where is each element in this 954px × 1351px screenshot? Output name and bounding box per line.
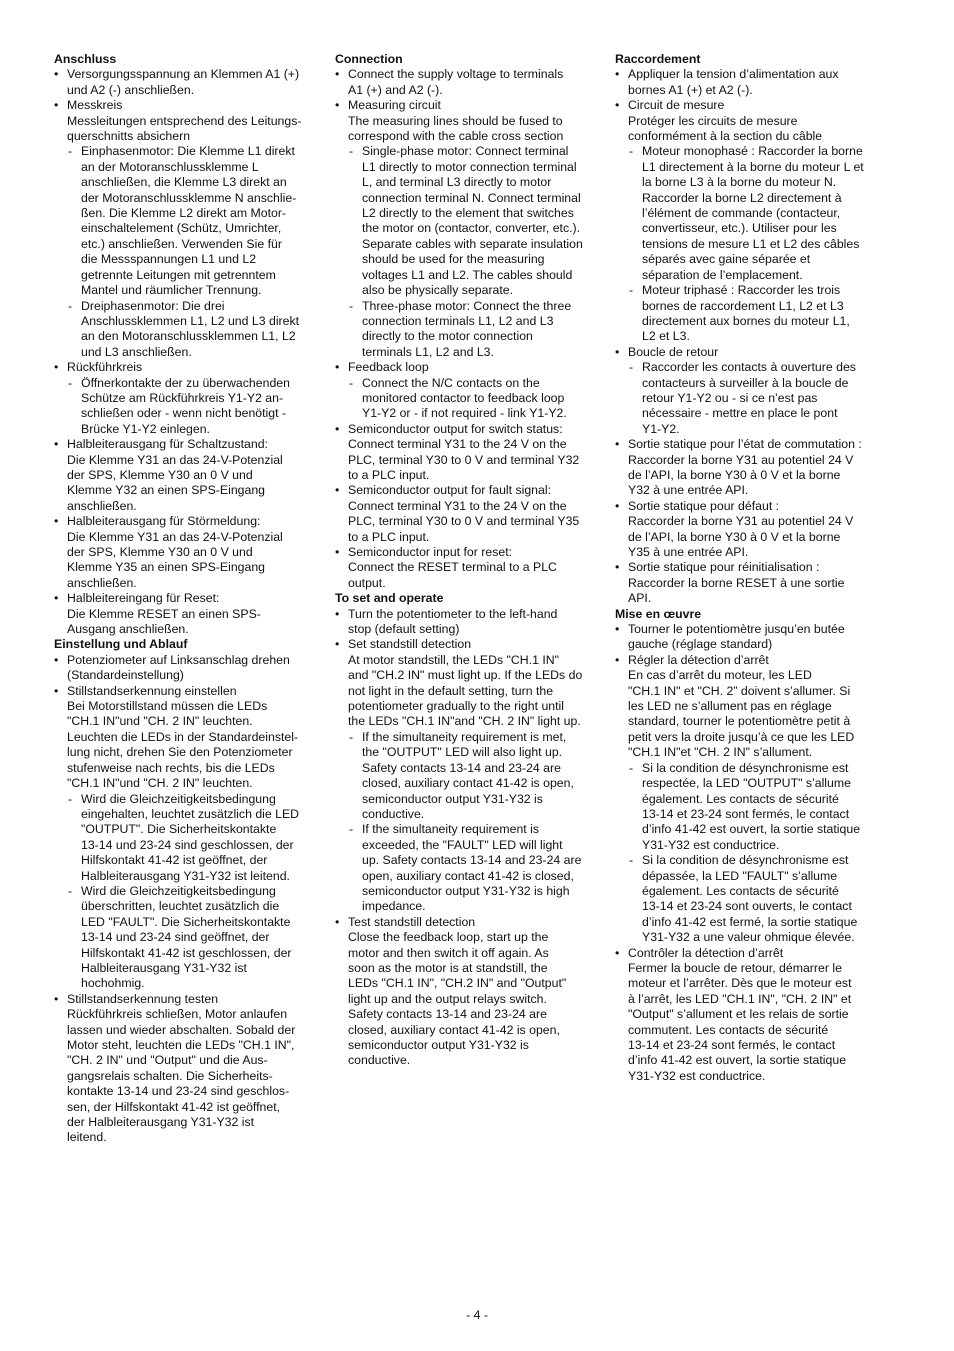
dash-item: - Connect the N/C contacts on the [335, 376, 597, 391]
bullet-continuation: Ausgang anschließen. [67, 622, 189, 637]
dash-continuation: etc.) anschließen. Verwenden Sie für [81, 236, 282, 251]
dash-continuation: d’info 41-42 est fermé, la sortie statique [642, 914, 858, 929]
column-english [335, 52, 597, 1069]
bullet-continuation: En cas d’arrêt du moteur, les LED [628, 668, 812, 683]
dash-item: - Si la condition de désynchronisme est [615, 853, 880, 868]
bullet-continuation: "CH.1 IN"et "CH. 2 IN" s’allument. [628, 745, 813, 760]
dash-continuation: terminals L1, L2 and L3. [362, 344, 494, 359]
dash-item: - Si la condition de désynchronisme est [615, 761, 880, 776]
dash-item: - Wird die Gleichzeitigkeitsbedingung [54, 792, 316, 807]
bullet-continuation: "CH.1 IN"und "CH. 2 IN" leuchten. [67, 714, 253, 729]
dash-continuation: schließen oder - wenn nicht benötigt - [81, 406, 287, 421]
bullet-continuation: conductive. [348, 1053, 411, 1068]
dash-continuation: respectée, la LED "OUTPUT" s’allume [642, 776, 851, 791]
dash-continuation: Halbleiterausgang Y31-Y32 ist leitend. [81, 868, 290, 883]
dash-continuation: la borne L3 à la borne du moteur N. [642, 175, 837, 190]
bullet-item: • Semiconductor output for fault signal: [335, 483, 597, 498]
bullet-continuation: "CH.1 IN" et "CH. 2” doivent s’allumer. Si [628, 683, 851, 698]
bullet-continuation: semiconductor output Y31-Y32 is [348, 1038, 529, 1052]
dash-continuation: 13-14 et 23-24 sont ouverts, le contact [642, 899, 852, 914]
bullet-continuation: commutent. Les contacts de sécurité [628, 1022, 829, 1037]
dash-item: - Single-phase motor: Connect terminal [335, 144, 597, 159]
bullet-item: • Potenziometer auf Linksanschlag drehen [54, 653, 316, 668]
bullet-continuation: leitend. [67, 1130, 107, 1145]
bullet-item: • Tourner le potentiomètre jusqu’en butée [615, 622, 880, 637]
bullet-continuation: querschnitts absichern [67, 129, 191, 144]
bullet-continuation: Y31-Y32 est conductrice. [628, 1068, 766, 1083]
bullet-continuation: "CH.1 IN"und "CH. 2 IN" leuchten. [67, 776, 253, 791]
dash-continuation: semiconductor output Y31-Y32 is high [362, 883, 570, 898]
bullet-item: • Turn the potentiometer to the left-hand [335, 607, 597, 622]
dash-continuation: der Motoranschlussklemme N anschlie- [81, 190, 297, 205]
dash-continuation: exceeded, the "FAULT" LED will light [362, 837, 563, 852]
dash-continuation: Y1-Y2. [642, 421, 680, 436]
bullet-continuation: kontakte 13-14 und 23-24 sind geschlos- [67, 1084, 290, 1099]
bullet-continuation: der SPS, Klemme Y30 an 0 V und [67, 467, 253, 482]
bullet-continuation: potentiometer gradually to the right until [348, 699, 565, 714]
dash-continuation: Hilfskontakt 41-42 ist geschlossen, der [81, 945, 292, 960]
bullet-continuation: stufenweise nach rechts, bis die LEDs [67, 760, 275, 775]
bullet-item: • Sortie statique pour réinitialisation : [615, 560, 880, 575]
dash-continuation: anschließen, die Klemme L3 direkt an [81, 175, 287, 190]
bullet-continuation: Die Klemme Y31 an das 24-V-Potenzial [67, 529, 283, 544]
dash-continuation: Schütze am Rückführkreis Y1-Y2 an- [81, 390, 284, 405]
bullet-continuation: Safety contacts 13-14 and 23-24 are [348, 1007, 547, 1022]
dash-continuation: 13-14 und 23-24 sind geöffnet, der [81, 930, 270, 945]
dash-continuation: L2 et L3. [642, 329, 690, 344]
bullet-continuation: der Halbleiterausgang Y31-Y32 ist [67, 1115, 255, 1130]
dash-continuation: L1 directly to motor connection terminal [362, 159, 577, 174]
bullet-continuation: Motor steht, leuchten die LEDs "CH.1 IN", [67, 1038, 295, 1052]
dash-continuation: également. Les contacts de sécurité [642, 883, 839, 898]
bullet-continuation: closed, auxiliary contact 41-42 is open, [348, 1022, 560, 1037]
dash-item: - Moteur monophasé : Raccorder la borne [615, 144, 880, 159]
dash-continuation: monitored contactor to feedback loop [362, 390, 565, 405]
dash-continuation: die Messspannungen L1 und L2 [81, 252, 257, 267]
dash-continuation: Y31-Y32 a une valeur ohmique élevée. [642, 930, 855, 945]
section-heading: Einstellung und Ablauf [54, 637, 188, 652]
bullet-item: • Halbleiterausgang für Störmeldung: [54, 514, 316, 529]
dash-continuation: retour Y1-Y2 ou - si ce n’est pas [642, 390, 818, 405]
bullet-continuation: the LEDs "CH.1 IN"and "CH. 2 IN" light up. [348, 714, 581, 729]
bullet-continuation: "CH. 2 IN" und "Output" und die Aus- [67, 1053, 268, 1068]
bullet-continuation: PLC, terminal Y30 to 0 V and terminal Y35 [348, 514, 580, 529]
dash-continuation: connection terminal N. Connect terminal [362, 190, 581, 205]
bullet-item: • Semiconductor output for switch status: [335, 422, 597, 437]
bullet-continuation: Y32 à une entrée API. [628, 483, 749, 498]
dash-continuation: L, and terminal L3 directly to motor [362, 175, 552, 190]
dash-continuation: Anschlussklemmen L1, L2 und L3 direkt [81, 313, 300, 328]
bullet-continuation: anschließen. [67, 575, 137, 590]
bullet-continuation: Klemme Y32 an einen SPS-Eingang [67, 483, 266, 498]
column-french [615, 52, 880, 1084]
bullet-continuation: Protéger les circuits de mesure [628, 113, 798, 128]
bullet-continuation: der SPS, Klemme Y30 an 0 V und [67, 545, 253, 559]
dash-continuation: Y1-Y2 or - if not required - link Y1-Y2. [362, 406, 567, 421]
dash-continuation: voltages L1 and L2. The cables should [362, 267, 573, 282]
page-number: - 4 - [466, 1308, 488, 1322]
bullet-continuation: motor and then switch it off again. As [348, 945, 549, 960]
bullet-continuation: and "CH.2 IN" must light up. If the LEDs do [348, 668, 583, 683]
dash-continuation: directement aux bornes du moteur L1, [642, 313, 850, 328]
bullet-item: • Halbleitereingang für Reset: [54, 591, 316, 606]
dash-continuation: Safety contacts 13-14 and 23-24 are [362, 760, 561, 775]
bullet-continuation: conformément à la section du câble [628, 129, 823, 144]
dash-continuation: Brücke Y1-Y2 einlegen. [81, 421, 210, 436]
dash-continuation: the motor on (contactor, converter, etc.). [362, 221, 581, 236]
dash-continuation: conductive. [362, 806, 425, 821]
dash-continuation: an den Motoranschlussklemmen L1, L2 [81, 329, 296, 344]
bullet-item: • Halbleiterausgang für Schaltzustand: [54, 437, 316, 452]
dash-continuation: 13-14 et 23-24 sont fermés, le contact [642, 806, 850, 821]
dash-item: - Three-phase motor: Connect the three [335, 299, 597, 314]
dash-item: - Raccorder les contacts à ouverture des [615, 360, 880, 375]
dash-continuation: Halbleiterausgang Y31-Y32 ist [81, 960, 247, 975]
dash-continuation: convertisseur, etc.). Utiliser pour les [642, 221, 837, 236]
bullet-continuation: Connect terminal Y31 to the 24 V on the [348, 437, 567, 452]
bullet-continuation: output. [348, 575, 386, 590]
dash-continuation: einschaltelement (Schütz, Umrichter, [81, 221, 282, 236]
bullet-continuation: de l’API, la borne Y30 à 0 V et la borne [628, 467, 841, 482]
dash-continuation: also be physically separate. [362, 283, 514, 298]
bullet-continuation: à l’arrêt, les LED "CH.1 IN", "CH. 2 IN" et [628, 991, 852, 1006]
dash-continuation: également. Les contacts de sécurité [642, 791, 839, 806]
dash-item: - If the simultaneity requirement is [335, 822, 597, 837]
dash-continuation: connection terminals L1, L2 and L3 [362, 313, 554, 328]
bullet-item: • Measuring circuit [335, 98, 597, 113]
dash-continuation: nécessaire - mettre en place le pont [642, 406, 838, 421]
bullet-continuation: PLC, terminal Y30 to 0 V and terminal Y32 [348, 452, 580, 467]
bullet-item: • Stillstandserkennung einstellen [54, 684, 316, 699]
bullet-continuation: correspond with the cable cross section [348, 129, 564, 144]
bullet-continuation: to a PLC input. [348, 529, 430, 544]
bullet-item: • Set standstill detection [335, 637, 597, 652]
bullet-item: • Circuit de mesure [615, 98, 880, 113]
dash-continuation: eingehalten, leuchtet zusätzlich die LED [81, 806, 300, 821]
dash-continuation: impedance. [362, 899, 426, 914]
dash-continuation: directly to the motor connection [362, 329, 533, 344]
bullet-continuation: gangsrelais schalten. Die Sicherheits- [67, 1068, 273, 1083]
dash-continuation: bornes de raccordement L1, L2 et L3 [642, 298, 844, 313]
bullet-item: • Sortie statique pour défaut : [615, 499, 880, 514]
dash-continuation: séparés avec gaine séparée et [642, 252, 811, 267]
bullet-item: • Semiconductor input for reset: [335, 545, 597, 560]
dash-continuation: L2 directly to the element that switches [362, 206, 574, 221]
dash-continuation: LED "FAULT". Die Sicherheitskontakte [81, 914, 291, 929]
dash-item: - Wird die Gleichzeitigkeitsbedingung [54, 884, 316, 899]
bullet-item: • Appliquer la tension d’alimentation aux [615, 67, 880, 82]
bullet-continuation: Close the feedback loop, start up the [348, 930, 549, 945]
dash-item: - Einphasenmotor: Die Klemme L1 direkt [54, 144, 316, 159]
dash-continuation: "OUTPUT". Die Sicherheitskontakte [81, 822, 277, 837]
section-heading: Raccordement [615, 52, 701, 66]
bullet-continuation: Y35 à une entrée API. [628, 545, 749, 559]
bullet-continuation: moteur et l’arrêter. Dès que le moteur est [628, 976, 852, 991]
bullet-continuation: At motor standstill, the LEDs "CH.1 IN" [348, 652, 560, 667]
dash-item: - If the simultaneity requirement is met, [335, 730, 597, 745]
bullet-continuation: lung nicht, drehen Sie den Potenziometer [67, 745, 293, 760]
bullet-continuation: Messleitungen entsprechend des Leitungs- [67, 113, 302, 128]
section-heading: Mise en œuvre [615, 606, 702, 621]
bullet-continuation: LEDs "CH.1 IN", "CH.2 IN" and "Output" [348, 976, 567, 991]
dash-continuation: 13-14 und 23-24 sind geschlossen, der [81, 837, 294, 852]
bullet-continuation: light up and the output relays switch. [348, 991, 547, 1006]
bullet-item: • Messkreis [54, 98, 316, 113]
bullet-continuation: to a PLC input. [348, 467, 430, 482]
dash-continuation: semiconductor output Y31-Y32 is [362, 791, 543, 806]
bullet-continuation: Leuchten die LEDs in der Standardeinstel- [67, 729, 299, 744]
dash-continuation: closed, auxiliary contact 41-42 is open, [362, 776, 574, 791]
bullet-continuation: Raccorder la borne RESET à une sortie [628, 575, 845, 590]
dash-continuation: hochohmig. [81, 976, 145, 991]
bullet-continuation: Die Klemme Y31 an das 24-V-Potenzial [67, 452, 283, 467]
dash-continuation: Hilfskontakt 41-42 ist geöffnet, der [81, 853, 268, 868]
dash-continuation: Y31-Y32 est conductrice. [642, 837, 780, 852]
dash-continuation: the "OUTPUT" LED will also light up. [362, 745, 563, 760]
bullet-continuation: Rückführkreis schließen, Motor anlaufen [67, 1007, 288, 1022]
dash-continuation: Raccorder la borne L2 directement à [642, 190, 842, 205]
bullet-continuation: "Output" s’allument et les relais de sortie [628, 1007, 849, 1022]
bullet-continuation: und A2 (-) anschließen. [67, 82, 195, 97]
section-heading: Connection [335, 52, 403, 66]
dash-item: - Dreiphasenmotor: Die drei [54, 299, 316, 314]
dash-continuation: up. Safety contacts 13-14 and 23-24 are [362, 853, 582, 868]
dash-continuation: und L3 anschließen. [81, 344, 192, 359]
bullet-continuation: de l’API, la borne Y30 à 0 V et la borne [628, 529, 841, 544]
dash-item: - Öffnerkontakte der zu überwachenden [54, 376, 316, 391]
bullet-continuation: Raccorder la borne Y31 au potentiel 24 V [628, 514, 854, 529]
bullet-continuation: stop (default setting) [348, 622, 460, 637]
dash-continuation: l’élément de commande (contacteur, [642, 206, 841, 221]
bullet-continuation: API. [628, 591, 652, 606]
bullet-continuation: A1 (+) and A2 (-). [348, 82, 443, 97]
bullet-continuation: anschließen. [67, 498, 137, 513]
bullet-continuation: Die Klemme RESET an einen SPS- [67, 606, 261, 621]
dash-continuation: an der Motoranschlussklemme L [81, 159, 259, 174]
bullet-item: • Feedback loop [335, 360, 597, 375]
bullet-continuation: Klemme Y35 an einen SPS-Eingang [67, 560, 266, 575]
dash-continuation: séparation de l’emplacement. [642, 267, 803, 282]
dash-continuation: contacteurs à surveiller à la boucle de [642, 375, 849, 390]
bullet-item: • Rückführkreis [54, 360, 316, 375]
bullet-item: • Contrôler la détection d’arrêt [615, 946, 880, 961]
dash-continuation: Separate cables with separate insulation [362, 236, 583, 251]
section-heading: To set and operate [335, 591, 444, 606]
dash-continuation: überschritten, leuchtet zusätzlich die [81, 899, 280, 914]
bullet-continuation: Connect terminal Y31 to the 24 V on the [348, 498, 567, 513]
bullet-continuation: The measuring lines should be fused to [348, 113, 563, 128]
dash-continuation: getrennte Leitungen mit getrenntem [81, 267, 276, 282]
bullet-continuation: Bei Motorstillstand müssen die LEDs [67, 699, 268, 714]
column-german [54, 52, 316, 1146]
bullet-continuation: petit vers la droite jusqu’à ce que les LED [628, 729, 855, 744]
bullet-continuation: les LED ne s’allument pas en réglage [628, 699, 832, 714]
bullet-item: • Sortie statique pour l’état de commutation : [615, 437, 880, 452]
bullet-continuation: d’info 41-42 est ouvert, la sortie statique [628, 1053, 847, 1068]
bullet-continuation: gauche (réglage standard) [628, 637, 773, 652]
bullet-continuation: sen, der Hilfskontakt 41-42 ist geöffnet, [67, 1099, 281, 1114]
bullet-item: • Versorgungsspannung an Klemmen A1 (+) [54, 67, 316, 82]
bullet-item: • Connect the supply voltage to terminals [335, 67, 597, 82]
dash-continuation: ßen. Die Klemme L2 direkt am Motor- [81, 206, 287, 221]
section-heading: Anschluss [54, 52, 117, 66]
dash-continuation: dépassée, la LED "FAULT" s’allume [642, 868, 838, 883]
bullet-continuation: Fermer la boucle de retour, démarrer le [628, 960, 842, 975]
dash-continuation: Mantel und räumlicher Trennung. [81, 283, 262, 298]
bullet-item: • Test standstill detection [335, 915, 597, 930]
bullet-continuation: soon as the motor is at standstill, the [348, 960, 548, 975]
bullet-item: • Régler la détection d’arrêt [615, 653, 880, 668]
bullet-continuation: 13-14 et 23-24 sont fermés, le contact [628, 1038, 836, 1052]
bullet-continuation: (Standardeinstellung) [67, 668, 184, 683]
dash-continuation: d’info 41-42 est ouvert, la sortie statique [642, 822, 861, 837]
dash-item: - Moteur triphasé : Raccorder les trois [615, 283, 880, 298]
bullet-continuation: Connect the RESET terminal to a PLC [348, 560, 557, 575]
dash-continuation: should be used for the measuring [362, 252, 545, 267]
bullet-continuation: lassen und wieder abschalten. Sobald der [67, 1022, 296, 1037]
bullet-continuation: Raccorder la borne Y31 au potentiel 24 V [628, 452, 854, 467]
bullet-item: • Stillstandserkennung testen [54, 992, 316, 1007]
dash-continuation: L1 directement à la borne du moteur L et [642, 159, 864, 174]
bullet-continuation: standard, tourner le potentiomètre petit à [628, 714, 851, 729]
bullet-item: • Boucle de retour [615, 345, 880, 360]
bullet-continuation: bornes A1 (+) et A2 (-). [628, 82, 753, 97]
bullet-continuation: not light in the default setting, turn the [348, 683, 554, 698]
dash-continuation: open, auxiliary contact 41-42 is closed, [362, 868, 574, 883]
dash-continuation: tensions de mesure L1 et L2 des câbles [642, 236, 860, 251]
